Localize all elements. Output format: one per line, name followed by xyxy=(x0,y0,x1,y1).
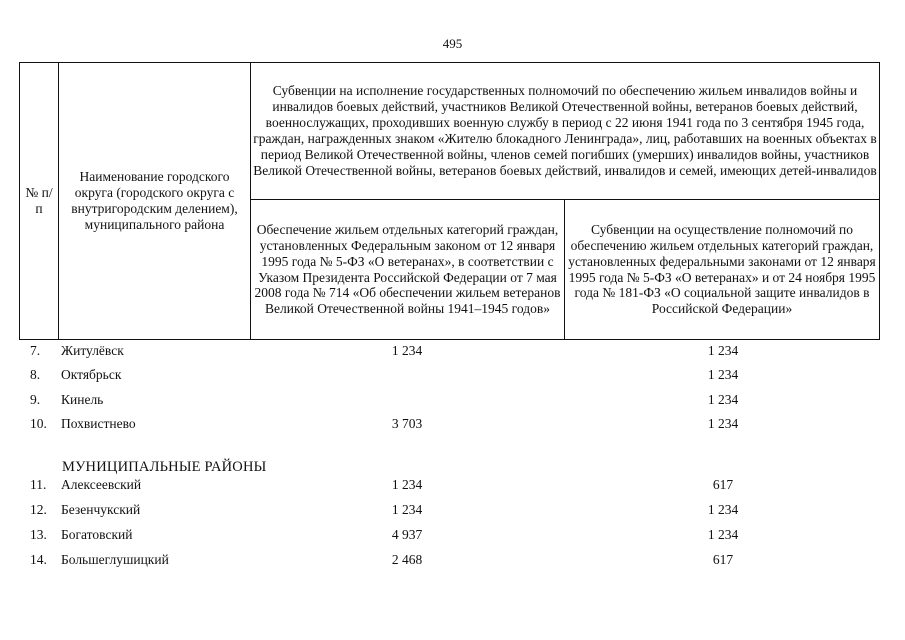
row-number: 9. xyxy=(30,392,41,407)
row-value-a: 1 234 xyxy=(391,343,423,358)
header-subvention-group: Субвенции на исполнение государственных полномочий по обеспечению жильем инвалидов войны и инвалидов боевых действий, участников Великой Отечественной войны, ветеранов боевых действий, военнослужащих, проходивших военную службу в период с 22 июня 1941 года по 3 сентября 1945 года, граждан, награжденных знаком «Жителю блокадного Ленинграда», лиц, работавших на военных объектах в период Великой Отечественной войны, членов семей погибших (умерших) инвалидов войны, участников Великой Отечественной войны, ветеранов боевых действий, инвалидов и семей, имеющих детей-инвалидов xyxy=(251,63,880,200)
row-value-b: 1 234 xyxy=(707,527,739,542)
row-name: Похвистнево xyxy=(61,416,136,431)
row-number: 10. xyxy=(30,416,47,431)
header-column-housing-veterans: Обеспечение жильем отдельных категорий граждан, установленных Федеральным законом от 12 января 1995 года № 5-ФЗ «О ветеранах», в соответствии с Указом Президента Российской Федерации от 7 мая 2008 года № 714 «Об обеспечении жильем ветеранов Великой Отечественной войны 1941–1945 годов» xyxy=(251,200,565,340)
table-row xyxy=(0,477,905,493)
table-row xyxy=(0,502,905,518)
row-name: Большеглушицкий xyxy=(61,552,169,567)
row-name: Октябрьск xyxy=(61,367,122,382)
table-row xyxy=(0,552,905,568)
table-row xyxy=(0,392,905,408)
header-column-subvention-powers: Субвенции на осуществление полномочий по обеспечению жильем отдельных категорий граждан, установленных федеральными законами от 12 января 1995 года № 5-ФЗ «О ветеранах» и от 24 ноября 1995 года № 181-ФЗ «О социальной защите инвалидов в Российской Федерации» xyxy=(565,200,880,340)
header-name-column: Наименование городского округа (городского округа с внутригородским делением), муниципального района xyxy=(59,63,251,340)
row-number: 8. xyxy=(30,367,41,382)
row-number: 11. xyxy=(30,477,47,492)
row-name: Безенчукский xyxy=(61,502,141,517)
row-value-b: 1 234 xyxy=(707,502,739,517)
row-value-b: 1 234 xyxy=(707,343,739,358)
table-row xyxy=(0,367,905,383)
section-title: МУНИЦИПАЛЬНЫЕ РАЙОНЫ xyxy=(62,459,267,475)
row-number: 12. xyxy=(30,502,47,517)
table-row xyxy=(0,527,905,543)
row-value-b: 1 234 xyxy=(707,392,739,407)
row-value-a: 2 468 xyxy=(391,552,423,567)
row-value-b: 1 234 xyxy=(707,367,739,382)
table-row xyxy=(0,343,905,359)
page-number: 495 xyxy=(442,36,463,51)
row-name: Житулёвск xyxy=(61,343,124,358)
row-value-b: 1 234 xyxy=(707,416,739,431)
row-value-b: 617 xyxy=(712,552,734,567)
table-header xyxy=(19,62,880,340)
row-value-a: 3 703 xyxy=(391,416,423,431)
row-name: Кинель xyxy=(61,392,104,407)
row-name: Богатовский xyxy=(61,527,133,542)
header-number-column: № п/п xyxy=(20,63,59,340)
row-value-a: 1 234 xyxy=(391,477,423,492)
row-value-a: 4 937 xyxy=(391,527,423,542)
row-number: 13. xyxy=(30,527,47,542)
row-number: 14. xyxy=(30,552,47,567)
row-number: 7. xyxy=(30,343,41,358)
table-row xyxy=(0,416,905,432)
row-value-b: 617 xyxy=(712,477,734,492)
row-value-a: 1 234 xyxy=(391,502,423,517)
row-name: Алексеевский xyxy=(61,477,142,492)
